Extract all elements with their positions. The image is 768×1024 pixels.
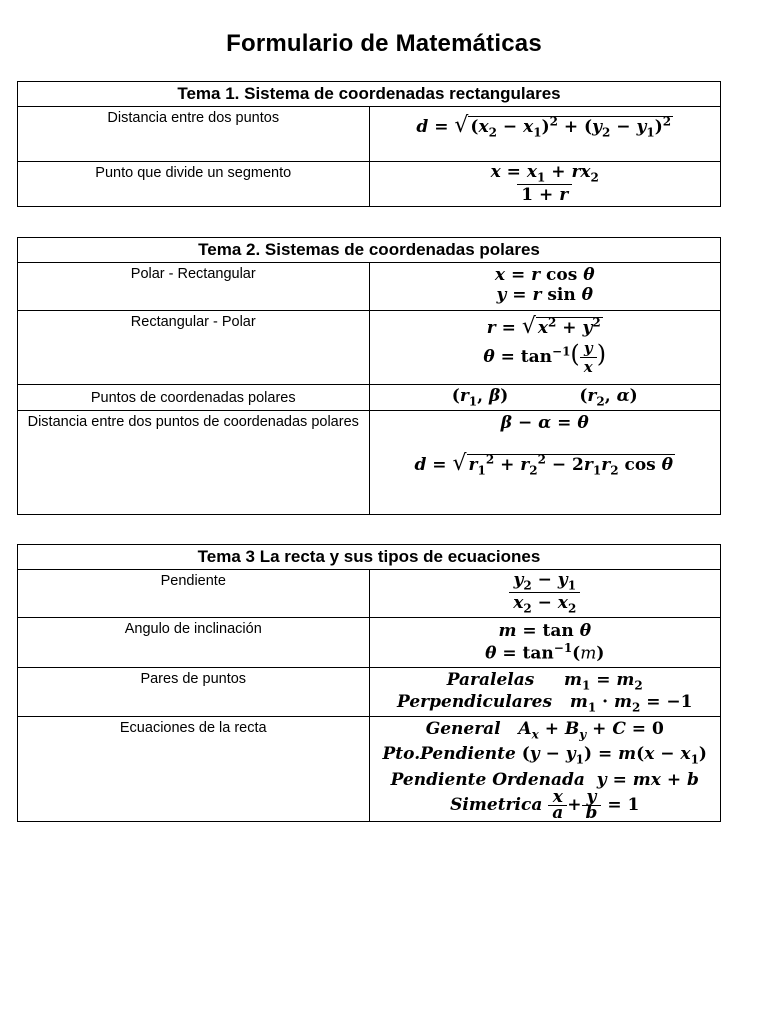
tema1-heading: Tema 1. Sistema de coordenadas rectangulares	[18, 82, 721, 107]
formula-distancia-polar: β − α = θ d = √ $r_1^2 + r_2^2 - 2r_1r_2$ cos θ	[369, 411, 721, 515]
paralelas-label: Paralelas	[446, 670, 535, 690]
formula-punto-divide: $\frac{x = x_1 + rx_2}{1 + r}$	[369, 162, 721, 207]
formula-rect-polar: r = √ $x^2 + y^2$ $\theta = \tan^{-1}$( $\frac{y}{x}$ )	[369, 311, 721, 385]
pto-pendiente-label: Pto.Pendiente	[382, 744, 516, 765]
tema1-label-segmento: Punto que divide un segmento	[18, 162, 370, 207]
page-title: Formulario de Matemáticas	[226, 30, 542, 57]
pendiente-ordenada-label: Pendiente Ordenada	[390, 769, 585, 790]
simetrica-label: Simetrica	[450, 794, 543, 815]
formula-pares: Paralelas $m_1 = m_2$ Perpendiculares $m_1 \cdot m_2 = -1$	[369, 668, 721, 717]
tema3-label-angulo: Angulo de inclinación	[18, 618, 370, 668]
tema2-label-polar-rect: Polar - Rectangular	[18, 263, 370, 311]
tema3-label-ecuaciones: Ecuaciones de la recta	[18, 717, 370, 822]
formula-ecuaciones: General $A_x + B_y + C = 0$ Pto.Pendiente $(y - y_1) = m(x - x_1)$ Pendiente Ordenada y = mx + b Simetrica $\frac{x}{a}$ + $\frac{y}{b}$ = 1	[369, 717, 721, 822]
general-label: General	[425, 719, 501, 739]
tema3-label-pares: Pares de puntos	[18, 668, 370, 717]
tema2-table	[17, 237, 721, 515]
formula-angulo: m = tan θ $\theta = \tan^{-1}(m)$	[369, 618, 721, 668]
formula-distancia: d = √ $(x_2 - x_1)^2 + (y_2 - y_1)^2$	[369, 107, 721, 162]
perpendiculares-label: Perpendiculares	[397, 692, 553, 713]
tema2-label-rect-polar: Rectangular - Polar	[18, 311, 370, 385]
tema3-heading: Tema 3 La recta y sus tipos de ecuaciones	[18, 545, 721, 570]
tema1-label-distancia: Distancia entre dos puntos	[18, 107, 370, 162]
tema2-label-puntos-polares: Puntos de coordenadas polares	[18, 385, 370, 411]
tema1-table	[17, 81, 721, 207]
formula-puntos-polares: ($r_1$, β) ($r_2$, α)	[369, 385, 721, 411]
formula-pendiente: $\frac{y_2 - y_1}{x_2 - x_2}$	[369, 570, 721, 618]
tema3-label-pendiente: Pendiente	[18, 570, 370, 618]
tema2-heading: Tema 2. Sistemas de coordenadas polares	[18, 238, 721, 263]
tema2-label-distancia-polar: Distancia entre dos puntos de coordenadas polares	[18, 411, 370, 515]
formula-polar-rect: x = r cos θ y = r sin θ	[369, 263, 721, 311]
tema3-table	[17, 544, 721, 822]
